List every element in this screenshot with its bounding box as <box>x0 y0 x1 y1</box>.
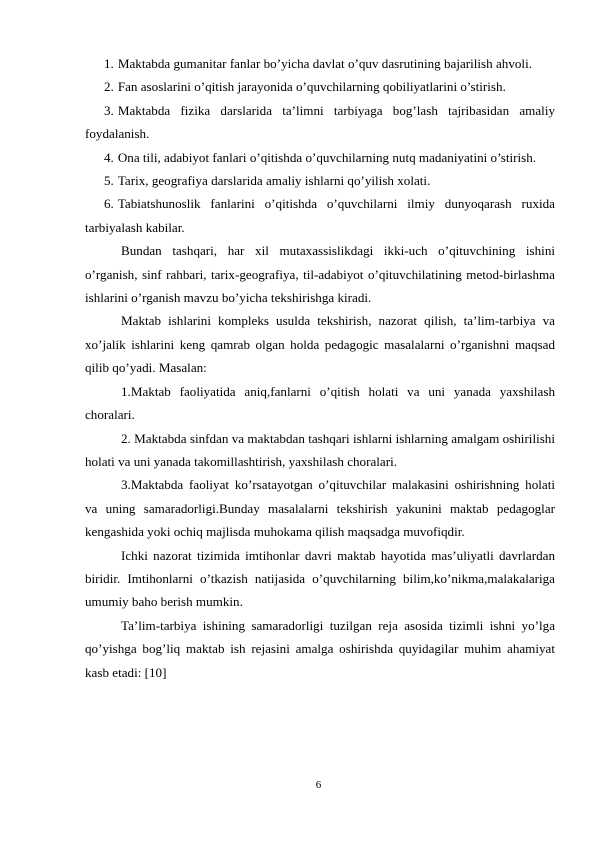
list-item-text: Maktabda gumanitar fanlar bo’yicha davlat o’quv dasrutining bajarilish ahvoli. <box>117 56 532 71</box>
list-item-text: Fan asoslarini o’qitish jarayonida o’quvchilarning qobiliyatlarini o’stirish. <box>117 79 506 95</box>
list-item-text: Ona tili, adabiyot fanlari o’qitishda o’quvchilarning nutq madaniyatini o’stirish. <box>117 149 537 165</box>
list-item-number: 2. <box>104 79 114 95</box>
list-item <box>85 169 555 192</box>
list-item-number: 1. <box>104 56 114 71</box>
list-item <box>85 75 555 98</box>
list-item-text: Tabiatshunoslik fanlarini o’qitishda o’quvchilarni ilmiy dunyoqarash ruxida tarbiyalash kabilar. <box>85 196 555 235</box>
list-item-number: 6. <box>104 196 114 212</box>
page-body <box>85 52 555 684</box>
list-item-text: Tarix, geografiya darslarida amaliy ishlarni qo’yilish xolati. <box>117 173 431 189</box>
page-number: 6 <box>315 779 322 791</box>
paragraph: Ichki nazorat tizimida imtihonlar davri maktab hayotida mas’uliyatli davrlardan biridir. Imtihonlarni o’tkazish natijasida o’quvchilarning bilim,ko’nikma,malakalariga umumiy baho berish mumkin. <box>85 547 555 610</box>
paragraph: Ta’lim-tarbiya ishining samaradorligi tuzilgan reja asosida tizimli ishni yo’lga qo’yishga bog’liq maktab ish rejasini amalga oshirishda quyidagilar muhim ahamiyat kasb etadi: [10] <box>85 617 555 680</box>
list-item <box>85 99 555 146</box>
list-item <box>85 146 555 169</box>
paragraph: 3.Maktabda faoliyat ko’rsatayotgan o’qituvchilar malakasini oshirishning holati va uning samaradorligi.Bunday masalalarni tekshirish yakunini maktab pedagoglar kengashida yoki ochiq majlisda muhokama qilish maqsadga muvofiqdir. <box>85 477 555 540</box>
paragraph: 2. Maktabda sinfdan va maktabdan tashqari ishlarni ishlarning amalgam oshirilishi holati va uni yanada takomillashtirish, yaxshilash choralari. <box>85 430 555 469</box>
paragraph: Maktab ishlarini kompleks usulda tekshirish, nazorat qilish, ta’lim-tarbiya va xo’jalik ishlarini keng qamrab olgan holda pedagogic masalalarni o’rganishni maqsad qilib qo’yadi. Masalan: <box>85 313 555 376</box>
paragraph: 1.Maktab faoliyatida aniq,fanlarni o’qitish holati va uni yanada yaxshilash choralari. <box>85 383 555 423</box>
paragraph: Bundan tashqari, har xil mutaxassislikdagi ikki-uch o’qituvchining ishini o’rganish, sinf rahbari, tarix-geografiya, til-adabiyot o’qituvchilatining metod-birlashma ishlarini o’rganish mavzu bo’yicha tekshirishga kiradi. <box>85 243 555 306</box>
list-item-number: 3. <box>104 102 114 118</box>
list-item <box>85 52 555 75</box>
list-item-number: 4. <box>104 149 114 165</box>
list-item-text: Maktabda fizika darslarida ta’limni tarbiyaga bog’lash tajribasidan amaliy foydalanish. <box>85 102 555 142</box>
list-item-number: 5. <box>104 173 114 189</box>
list-item <box>85 192 555 239</box>
